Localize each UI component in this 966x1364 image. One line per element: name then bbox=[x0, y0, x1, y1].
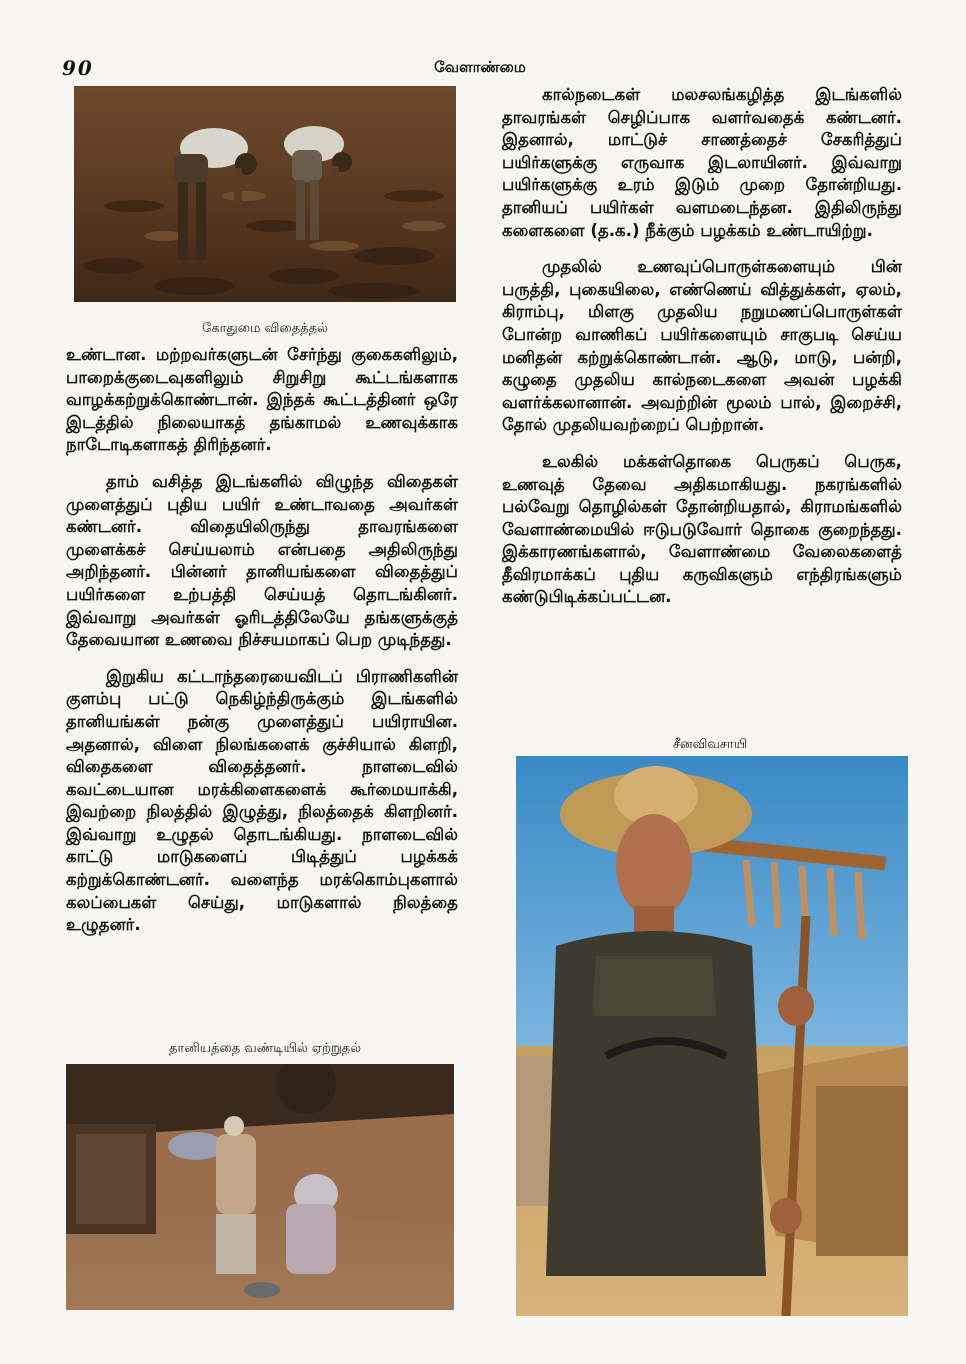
wheat-sowing-photo bbox=[74, 86, 456, 302]
grain-loading-photo bbox=[66, 1064, 454, 1310]
right-paragraph-3: உலகில் மக்கள்தொகை பெருகப் பெருக, உணவுத் தேவை அதிகமாகியது. நகரங்களில் பல்வேறு தொழில்கள் தோன்றியதால், கிராமங்களில் வேளாண்மையில் ஈடுபடுவோர் தொகை குறைந்தது. இக்காரணங்களால், வேளாண்மை வேலைகளைத் தீவிரமாக்கப் புதிய கருவிகளும் எந்திரங்களும் கண்டுபிடிக்கப்பட்டன. bbox=[502, 451, 902, 607]
wheat-sowing-caption: கோதுமை விதைத்தல் bbox=[202, 321, 328, 336]
left-paragraph-1: உண்டான. மற்றவர்களுடன் சேர்ந்து குகைகளிலும், பாறைக்குடைவுகளிலும் சிறுசிறு கூட்டங்களாக வாழக்கற்றுக்கொண்டான். இந்தக் கூட்டத்தினர் ஒரே இடத்தில் நிலையாகத் தங்காமல் உணவுக்காக நாடோடிகளாகத் திரிந்தனர். bbox=[66, 345, 458, 455]
right-paragraph-1: கால்நடைகள் மலசலங்கழித்த இடங்களில் தாவரங்கள் செழிப்பாக வளர்வதைக் கண்டனர். இதனால், மாட்டுச் சாணத்தைச் சேகரித்துப் பயிர்களுக்கு எருவாக இடலாயினர். இவ்வாறு பயிர்களுக்கு உரம் இடும் முறை தோன்றியது. தானியப் பயிர்கள் வளமடைந்தன. இதிலிருந்து களைகளை (த.க.) நீக்கும் பழக்கம் உண்டாயிற்று. bbox=[502, 85, 902, 240]
right-paragraph-2: முதலில் உணவுப்பொருள்களையும் பின் பருத்தி, புகையிலை, எண்ணெய் வித்துக்கள், ஏலம், கிராம்பு, மிளகு முதலிய நறுமணப்பொருள்கள் போன்ற வாணிகப் பயிர்களையும் சாகுபடி செய்ய மனிதன் கற்றுக்கொண்டான். ஆடு, மாடு, பன்றி, கழுதை முதலிய கால்நடைகளை அவன் பழக்கி வளர்க்கலானான். அவற்றின் மூலம் பால், இறைச்சி, தோல் முதலியவற்றைப் பெற்றான். bbox=[502, 257, 902, 435]
chinese-farmer-caption: சீனவிவசாயி bbox=[672, 737, 748, 752]
chinese-farmer-photo bbox=[516, 756, 908, 1316]
running-title: வேளாண்மை bbox=[434, 58, 526, 76]
right-column bbox=[502, 84, 902, 623]
left-paragraph-3: இறுகிய கட்டாந்தரையைவிடப் பிராணிகளின் குளம்பு பட்டு நெகிழ்ந்திருக்கும் இடங்களில் தானியங்கள் நன்கு முளைத்துப் பயிராயின. அதனால், விளை நிலங்களைக் குச்சியால் கிளறி, விதைகளை விதைத்தனர். நாளடைவில் கவட்டையான மரக்கிளைகளைக் கூர்மையாக்கி, இவற்றை நிலத்தில் இழுத்து, நிலத்தைக் கிளறினர். இவ்வாறு உழுதல் தொடங்கியது. நாளடைவில் காட்டு மாடுகளைப் பிடித்துப் பழக்கக் கற்றுக்கொண்டனர். வளைந்த மரக்கொம்புகளால் கலப்பைகள் செய்து, மாடுகளால் நிலத்தை உழுதனர். bbox=[66, 666, 458, 935]
grain-loading-caption: தானியத்தை வண்டியில் ஏற்றுதல் bbox=[168, 1041, 362, 1056]
left-column bbox=[66, 344, 458, 951]
page-number: 90 bbox=[62, 56, 94, 80]
left-paragraph-2: தாம் வசித்த இடங்களில் விழுந்த விதைகள் முளைத்துப் புதிய பயிர் உண்டாவதை அவர்கள் கண்டனர். விதையிலிருந்து தாவரங்களை முளைக்கச் செய்யலாம் என்பதை அதிலிருந்து அறிந்தனர். பின்னர் தானியங்களை விதைத்துப் பயிர்களை உற்பத்தி செய்யத் தொடங்கினர். இவ்வாறு அவர்கள் ஓரிடத்திலேயே தங்களுக்குத் தேவையான உணவை நிச்சயமாகப் பெற முடிந்தது. bbox=[66, 471, 458, 650]
